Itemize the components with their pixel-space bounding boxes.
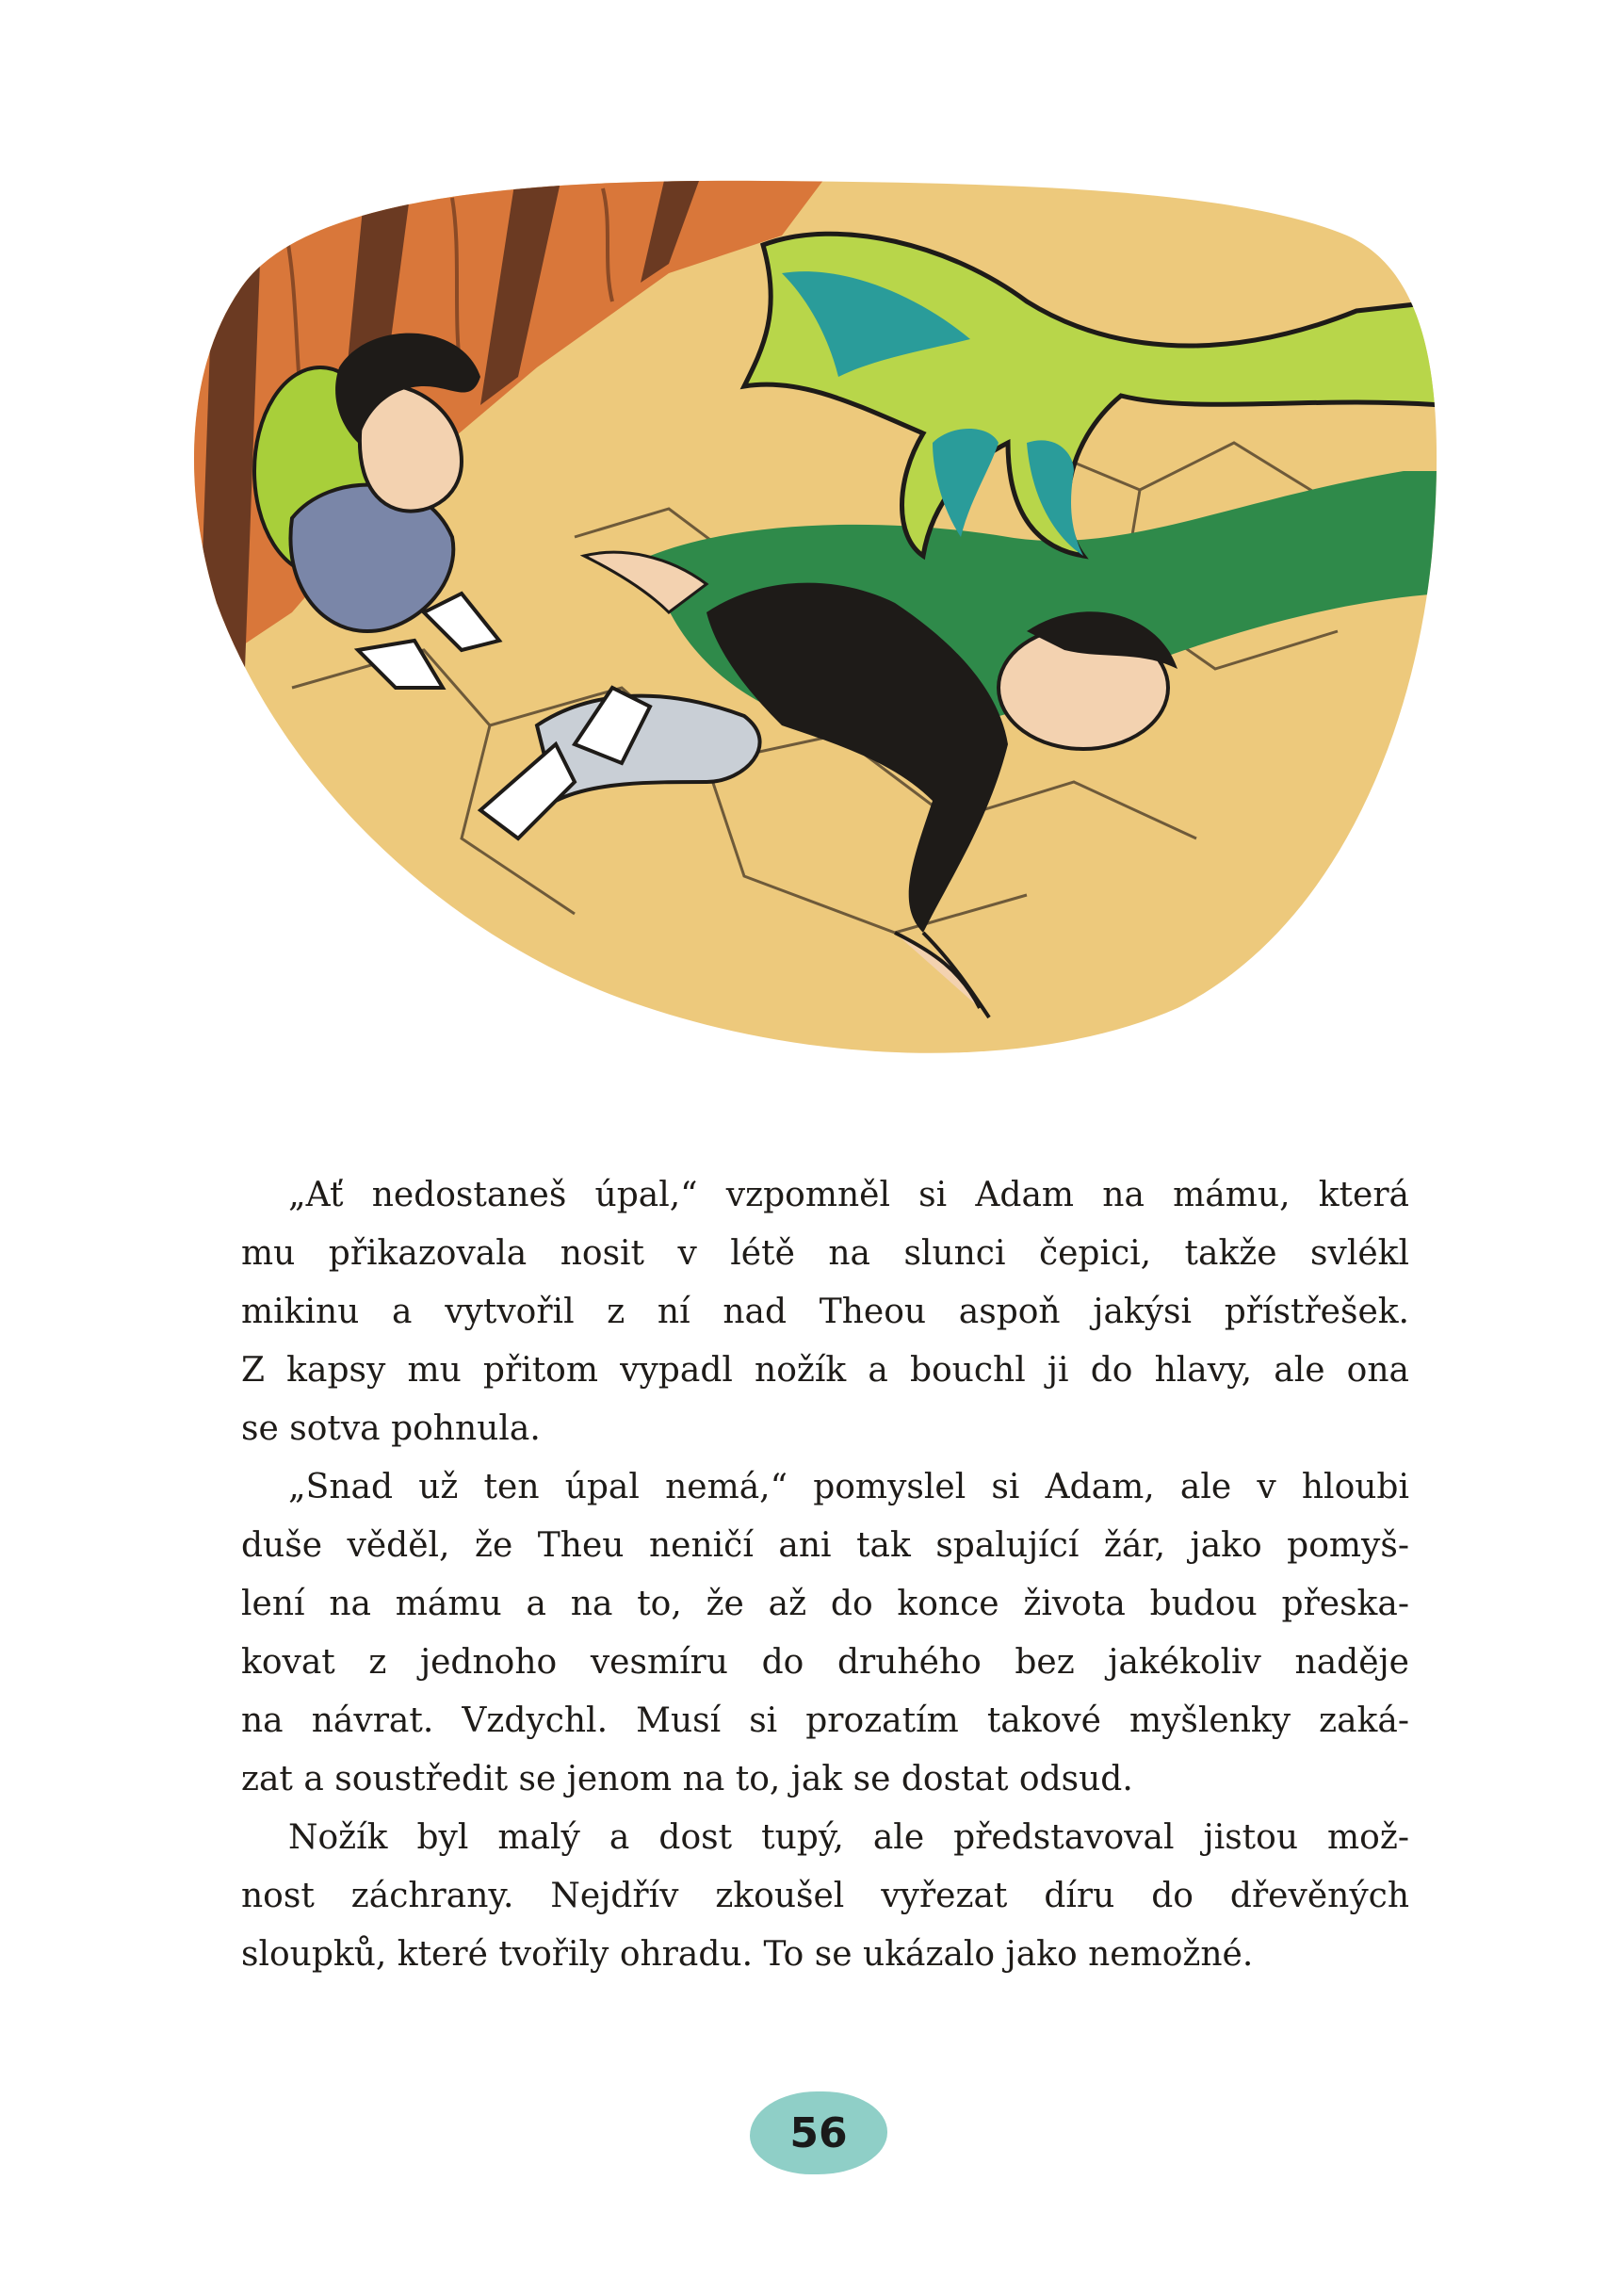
text-line: „Ať nedostaneš úpal,“ vzpomněl si Adam na mámu, která bbox=[288, 1176, 1409, 1214]
text-line: kovat z jednoho vesmíru do druhého bez jakékoliv naděje bbox=[241, 1643, 1409, 1682]
paragraph-1 bbox=[241, 1166, 1409, 1458]
text-line: se sotva pohnula. bbox=[241, 1409, 541, 1448]
text-line: „Snad už ten úpal nemá,“ pomyslel si Adam, ale v hloubi bbox=[288, 1468, 1409, 1506]
text-line: sloupků, které tvořily ohradu. To se ukázalo jako nemožné. bbox=[241, 1935, 1254, 1974]
paragraph-2 bbox=[241, 1458, 1409, 1809]
text-line: duše věděl, že Theu neničí ani tak spalující žár, jako pomyš- bbox=[241, 1526, 1409, 1565]
text-line: Nožík byl malý a dost tupý, ale představoval jistou mož- bbox=[288, 1818, 1409, 1857]
page-number: 56 bbox=[789, 2108, 848, 2157]
text-line: mu přikazovala nosit v létě na slunci čepici, takže svlékl bbox=[241, 1234, 1409, 1273]
paragraph-3 bbox=[241, 1809, 1409, 1984]
text-line: lení na mámu a na to, že až do konce života budou přeska- bbox=[241, 1585, 1409, 1623]
scene-group bbox=[179, 160, 1441, 1074]
text-line: na návrat. Vzdychl. Musí si prozatím takové myšlenky zaká- bbox=[241, 1701, 1409, 1740]
story-text bbox=[241, 1166, 1409, 1984]
text-line: Z kapsy mu přitom vypadl nožík a bouchl ji do hlavy, ale ona bbox=[241, 1351, 1409, 1390]
illustration bbox=[179, 160, 1441, 1074]
text-line: mikinu a vytvořil z ní nad Theou aspoň jakýsi přístřešek. bbox=[241, 1293, 1409, 1331]
page-number-badge bbox=[750, 2091, 887, 2174]
text-line: nost záchrany. Nejdřív zkoušel vyřezat díru do dřevěných bbox=[241, 1877, 1409, 1915]
text-line: zat a soustředit se jenom na to, jak se dostat odsud. bbox=[241, 1760, 1133, 1798]
